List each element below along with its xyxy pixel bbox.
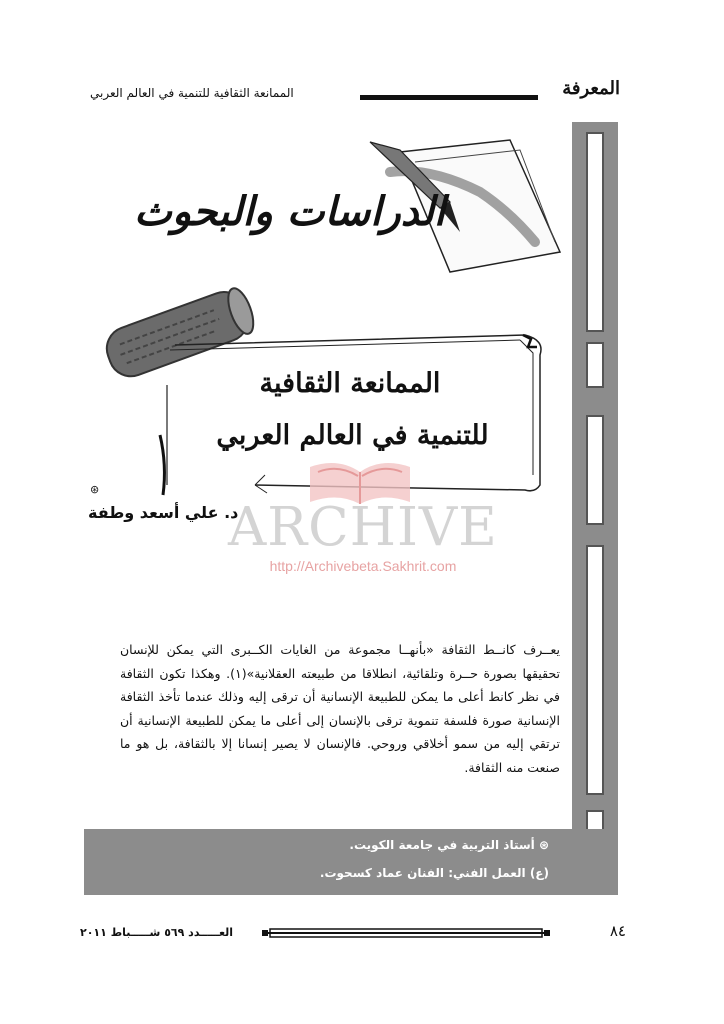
author-name: د. علي أسعد وطفة bbox=[88, 503, 239, 522]
strip-ornament bbox=[586, 545, 604, 795]
running-title: الممانعة الثقافية للتنمية في العالم العربي bbox=[90, 86, 294, 100]
article-body bbox=[120, 638, 560, 779]
magazine-logo: المعرفة bbox=[562, 78, 620, 99]
footer-rule bbox=[262, 928, 550, 938]
body-paragraph: يعــرف كانــط الثقافة «بأنهــا مجموعة من الغايات الكــبرى التي يمكن للإنسان تحقيقها بصورة حــرة وتلقائية، انطلاقا من طبيعته العقلانية»(١). وهكذا تكون الثقافة في نظر كانط أعلى ما يمكن للطبيعة الإنسانية أن ترقى إليه وذلك عندما تأخذ الثقافة الإنسانية صورة فلسفة تنموية ترقى بالإنسان إلى أعلى ما يمكن للطبيعة الإنسانية أن ترتقي إليه من سمو أخلاقي وروحي. فالإنسان لا يصير إنسانا إلا بالثقافة، بل هو ما صنعت منه الثقافة. bbox=[120, 642, 561, 775]
header-rule bbox=[360, 95, 538, 100]
footer-issue-info: العـــــدد ٥٦٩ شـــــباط ٢٠١١ bbox=[80, 926, 234, 939]
article-title-line-2: للتنمية في العالم العربي bbox=[216, 420, 489, 451]
strip-ornament bbox=[586, 342, 604, 388]
strip-ornament bbox=[586, 415, 604, 525]
author-footnote-mark: ⊛ bbox=[90, 483, 100, 496]
watermark-url: http://Archivebeta.Sakhrit.com bbox=[269, 558, 457, 574]
article-title-line-1: الممانعة الثقافية bbox=[259, 368, 441, 399]
strip-ornament bbox=[586, 132, 604, 332]
footnote-artwork-credit: (ع) العمل الفني: الفنان عماد كسحوت. bbox=[319, 866, 549, 880]
section-heading: الدراسات والبحوث bbox=[134, 188, 445, 235]
footnote-author-affiliation: ⊛ أستاذ التربية في جامعة الكويت. bbox=[349, 838, 549, 852]
page-number: ٨٤ bbox=[609, 922, 626, 940]
watermark-archive: ARCHIVE bbox=[228, 497, 498, 558]
